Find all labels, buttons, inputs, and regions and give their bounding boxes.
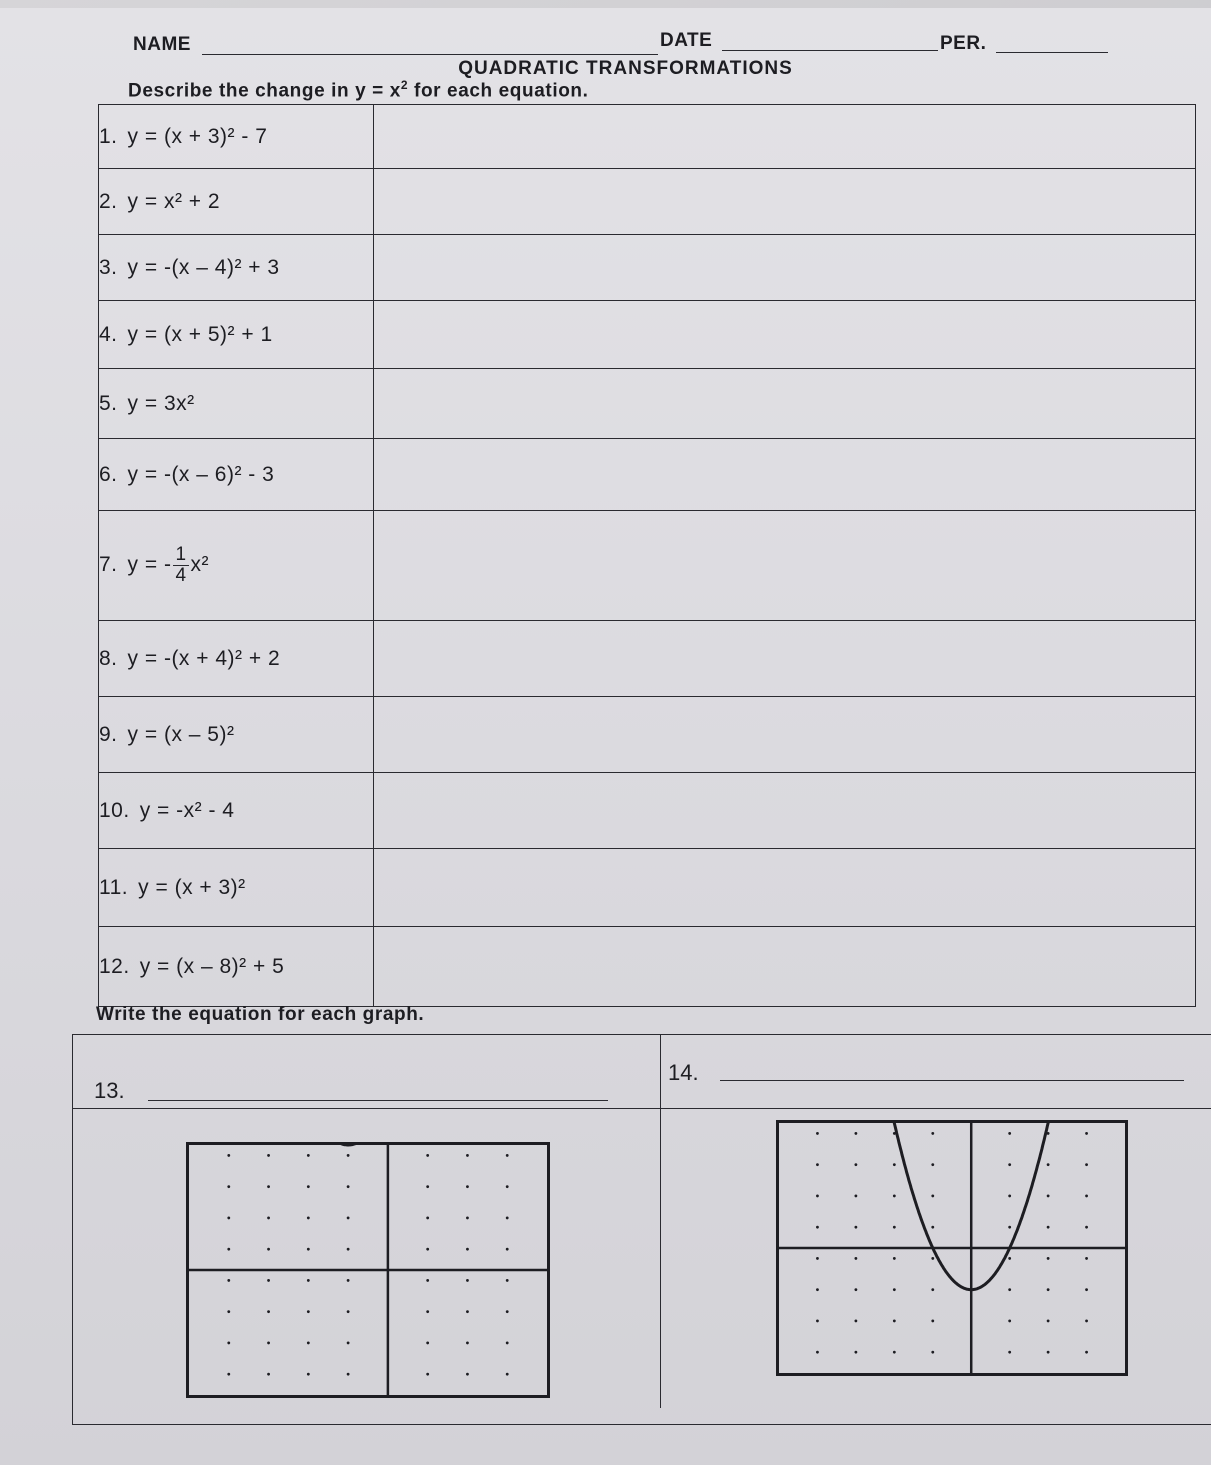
grid-dot xyxy=(931,1257,934,1260)
answer-cell-6[interactable] xyxy=(374,439,1196,511)
grid-dot xyxy=(1008,1288,1011,1291)
graph-section xyxy=(72,1034,1211,1434)
problem-row-3 xyxy=(99,235,1196,301)
grid-dot xyxy=(893,1320,896,1323)
grid-dot xyxy=(466,1373,469,1376)
grid-dot xyxy=(1085,1226,1088,1229)
grid-dot xyxy=(227,1310,230,1313)
grid-dot xyxy=(227,1217,230,1220)
grid-dot xyxy=(854,1351,857,1354)
grid-dot xyxy=(227,1154,230,1157)
worksheet-paper xyxy=(0,8,1211,1465)
grid-dot xyxy=(1008,1195,1011,1198)
grid-dot xyxy=(227,1373,230,1376)
problem-equation: y = x² + 2 xyxy=(127,189,221,213)
grid-dot xyxy=(347,1342,350,1345)
grid-dot xyxy=(307,1310,310,1313)
grid-dot xyxy=(426,1279,429,1282)
grid-dot xyxy=(931,1226,934,1229)
problem-number: 3. xyxy=(99,255,118,279)
grid-dot xyxy=(267,1248,270,1251)
graph-14-answer-line[interactable] xyxy=(720,1080,1184,1081)
problem-row-4 xyxy=(99,301,1196,369)
grid-dot xyxy=(506,1217,509,1220)
grid-dot xyxy=(307,1342,310,1345)
instructions-exponent: 2 xyxy=(400,78,409,92)
grid-dot xyxy=(854,1163,857,1166)
grid-dot xyxy=(1047,1351,1050,1354)
problem-number: 1. xyxy=(99,124,118,148)
grid-dot xyxy=(1008,1132,1011,1135)
problem-row-9 xyxy=(99,697,1196,773)
grid-dot xyxy=(426,1373,429,1376)
grid-dot xyxy=(1085,1320,1088,1323)
grid-dot xyxy=(307,1154,310,1157)
problem-equation: y = -(x + 4)² + 2 xyxy=(127,646,281,670)
grid-dot xyxy=(931,1195,934,1198)
answer-cell-8[interactable] xyxy=(374,621,1196,697)
graph-section-header-border xyxy=(72,1108,1211,1109)
grid-dot xyxy=(931,1288,934,1291)
instructions-part2: Write the equation for each graph. xyxy=(96,1004,425,1025)
grid-dot xyxy=(506,1154,509,1157)
grid-dot xyxy=(1008,1257,1011,1260)
name-field[interactable] xyxy=(202,54,658,55)
grid-dot xyxy=(854,1320,857,1323)
problem-equation: y = (x – 5)² xyxy=(127,722,235,746)
grid-dot xyxy=(816,1195,819,1198)
instructions-part1 xyxy=(128,78,588,102)
grid-dot xyxy=(466,1154,469,1157)
problem-row-2 xyxy=(99,169,1196,235)
graph-section-top-border xyxy=(72,1034,1211,1035)
grid-dot xyxy=(347,1154,350,1157)
grid-dot xyxy=(893,1351,896,1354)
grid-dot xyxy=(267,1185,270,1188)
grid-dot xyxy=(267,1342,270,1345)
problem-row-8 xyxy=(99,621,1196,697)
problem-number: 12. xyxy=(99,954,130,978)
grid-dot xyxy=(816,1320,819,1323)
grid-dot xyxy=(506,1185,509,1188)
problem-row-10 xyxy=(99,773,1196,849)
grid-dot xyxy=(426,1217,429,1220)
grid-dot xyxy=(347,1248,350,1251)
answer-cell-1[interactable] xyxy=(374,105,1196,169)
grid-dot xyxy=(426,1154,429,1157)
grid-dot xyxy=(816,1226,819,1229)
grid-dot xyxy=(307,1373,310,1376)
problem-row-1 xyxy=(99,105,1196,169)
grid-dot xyxy=(854,1195,857,1198)
grid-dot xyxy=(854,1132,857,1135)
grid-dot xyxy=(506,1310,509,1313)
grid-dot xyxy=(466,1310,469,1313)
grid-dot xyxy=(1047,1163,1050,1166)
grid-dot xyxy=(466,1248,469,1251)
period-field[interactable] xyxy=(996,52,1108,53)
problem-equation: y = (x + 3)² - 7 xyxy=(127,124,268,148)
grid-dot xyxy=(893,1163,896,1166)
grid-dot xyxy=(227,1279,230,1282)
grid-dot xyxy=(1085,1288,1088,1291)
graph-section-left-border xyxy=(72,1034,73,1425)
answer-cell-11[interactable] xyxy=(374,849,1196,927)
grid-dot xyxy=(1085,1257,1088,1260)
answer-cell-5[interactable] xyxy=(374,369,1196,439)
answer-cell-9[interactable] xyxy=(374,697,1196,773)
grid-dot xyxy=(426,1342,429,1345)
grid-dot xyxy=(816,1351,819,1354)
grid-dot xyxy=(816,1257,819,1260)
fraction-numerator: 1 xyxy=(175,544,187,565)
grid-dot xyxy=(893,1257,896,1260)
name-label: NAME xyxy=(133,34,191,55)
problem-equation-prefix: y = - xyxy=(127,553,172,577)
grid-dot xyxy=(816,1288,819,1291)
problem-equation-suffix: x² xyxy=(190,553,210,577)
problem-number: 4. xyxy=(99,322,118,346)
problem-number: 10. xyxy=(99,798,130,822)
answer-cell-3[interactable] xyxy=(374,235,1196,301)
grid-dot xyxy=(347,1373,350,1376)
problem-number: 9. xyxy=(99,722,118,746)
grid-dot xyxy=(1008,1320,1011,1323)
grid-dot xyxy=(1047,1226,1050,1229)
problem-number: 6. xyxy=(99,462,118,486)
graph-13-number: 13. xyxy=(94,1078,125,1103)
graph-section-bottom-border xyxy=(72,1424,1211,1425)
grid-dot xyxy=(1085,1163,1088,1166)
problem-row-12 xyxy=(99,927,1196,1007)
grid-dot xyxy=(466,1342,469,1345)
graph-13-answer-line[interactable] xyxy=(148,1100,608,1101)
date-field[interactable] xyxy=(722,50,938,51)
grid-dot xyxy=(931,1132,934,1135)
grid-dot xyxy=(267,1154,270,1157)
answer-cell-12[interactable] xyxy=(374,927,1196,1007)
grid-dot xyxy=(307,1248,310,1251)
grid-dot xyxy=(1008,1226,1011,1229)
grid-dot xyxy=(893,1288,896,1291)
instructions-prefix: Describe the change in xyxy=(128,80,356,102)
grid-dot xyxy=(854,1226,857,1229)
fraction xyxy=(173,545,188,586)
grid-dot xyxy=(307,1185,310,1188)
problem-row-6 xyxy=(99,439,1196,511)
grid-dot xyxy=(854,1257,857,1260)
answer-cell-2[interactable] xyxy=(374,169,1196,235)
instructions-suffix: for each equation. xyxy=(408,80,589,102)
problem-equation: y = 3x² xyxy=(127,391,195,415)
instructions-variable: y = x xyxy=(355,80,401,102)
grid-dot xyxy=(1047,1257,1050,1260)
graph-section-divider xyxy=(660,1034,661,1408)
problem-row-5 xyxy=(99,369,1196,439)
problem-row-11 xyxy=(99,849,1196,927)
problem-number: 5. xyxy=(99,391,118,415)
grid-dot xyxy=(893,1226,896,1229)
grid-dot xyxy=(893,1195,896,1198)
graph-13 xyxy=(186,1142,550,1398)
problem-equation: y = -(x – 4)² + 3 xyxy=(127,255,280,279)
grid-dot xyxy=(347,1185,350,1188)
grid-dot xyxy=(347,1217,350,1220)
problem-equation: y = (x + 3)² xyxy=(138,875,246,899)
problem-number: 11. xyxy=(99,875,129,899)
grid-dot xyxy=(426,1248,429,1251)
grid-dot xyxy=(347,1310,350,1313)
problem-equation: y = (x – 8)² + 5 xyxy=(139,954,285,978)
grid-dot xyxy=(267,1279,270,1282)
date-label: DATE xyxy=(660,30,713,51)
problem-number: 8. xyxy=(99,646,118,670)
grid-dot xyxy=(1047,1195,1050,1198)
grid-dot xyxy=(816,1132,819,1135)
grid-dot xyxy=(931,1351,934,1354)
grid-dot xyxy=(1047,1288,1050,1291)
grid-dot xyxy=(347,1279,350,1282)
grid-dot xyxy=(307,1279,310,1282)
grid-dot xyxy=(931,1163,934,1166)
graph-14-number: 14. xyxy=(668,1060,699,1085)
grid-dot xyxy=(506,1342,509,1345)
worksheet-title: QUADRATIC TRANSFORMATIONS xyxy=(458,58,793,79)
grid-dot xyxy=(506,1373,509,1376)
grid-dot xyxy=(227,1342,230,1345)
problem-number: 2. xyxy=(99,189,118,213)
grid-dot xyxy=(854,1288,857,1291)
period-label: PER. xyxy=(940,33,987,54)
grid-dot xyxy=(506,1248,509,1251)
problem-row-7 xyxy=(99,511,1196,621)
grid-dot xyxy=(307,1217,310,1220)
problem-equation: y = (x + 5)² + 1 xyxy=(127,322,273,346)
grid-dot xyxy=(466,1217,469,1220)
grid-dot xyxy=(1008,1163,1011,1166)
grid-dot xyxy=(1047,1320,1050,1323)
grid-dot xyxy=(506,1279,509,1282)
grid-dot xyxy=(426,1185,429,1188)
problem-equation: y = -x² - 4 xyxy=(139,798,235,822)
answer-cell-10[interactable] xyxy=(374,773,1196,849)
grid-dot xyxy=(1008,1351,1011,1354)
answer-cell-7[interactable] xyxy=(374,511,1196,621)
grid-dot xyxy=(267,1217,270,1220)
grid-dot xyxy=(267,1373,270,1376)
grid-dot xyxy=(426,1310,429,1313)
fraction-denominator: 4 xyxy=(175,565,187,586)
answer-cell-4[interactable] xyxy=(374,301,1196,369)
problem-equation: y = -(x – 6)² - 3 xyxy=(127,462,275,486)
grid-dot xyxy=(267,1310,270,1313)
grid-dot xyxy=(816,1163,819,1166)
grid-dot xyxy=(227,1185,230,1188)
grid-dot xyxy=(227,1248,230,1251)
grid-dot xyxy=(931,1320,934,1323)
grid-dot xyxy=(1085,1132,1088,1135)
problem-number: 7. xyxy=(99,553,118,577)
grid-dot xyxy=(466,1185,469,1188)
graph-14 xyxy=(776,1120,1128,1376)
problems-table xyxy=(98,104,1196,1007)
grid-dot xyxy=(466,1279,469,1282)
grid-dot xyxy=(1085,1351,1088,1354)
grid-dot xyxy=(1085,1195,1088,1198)
